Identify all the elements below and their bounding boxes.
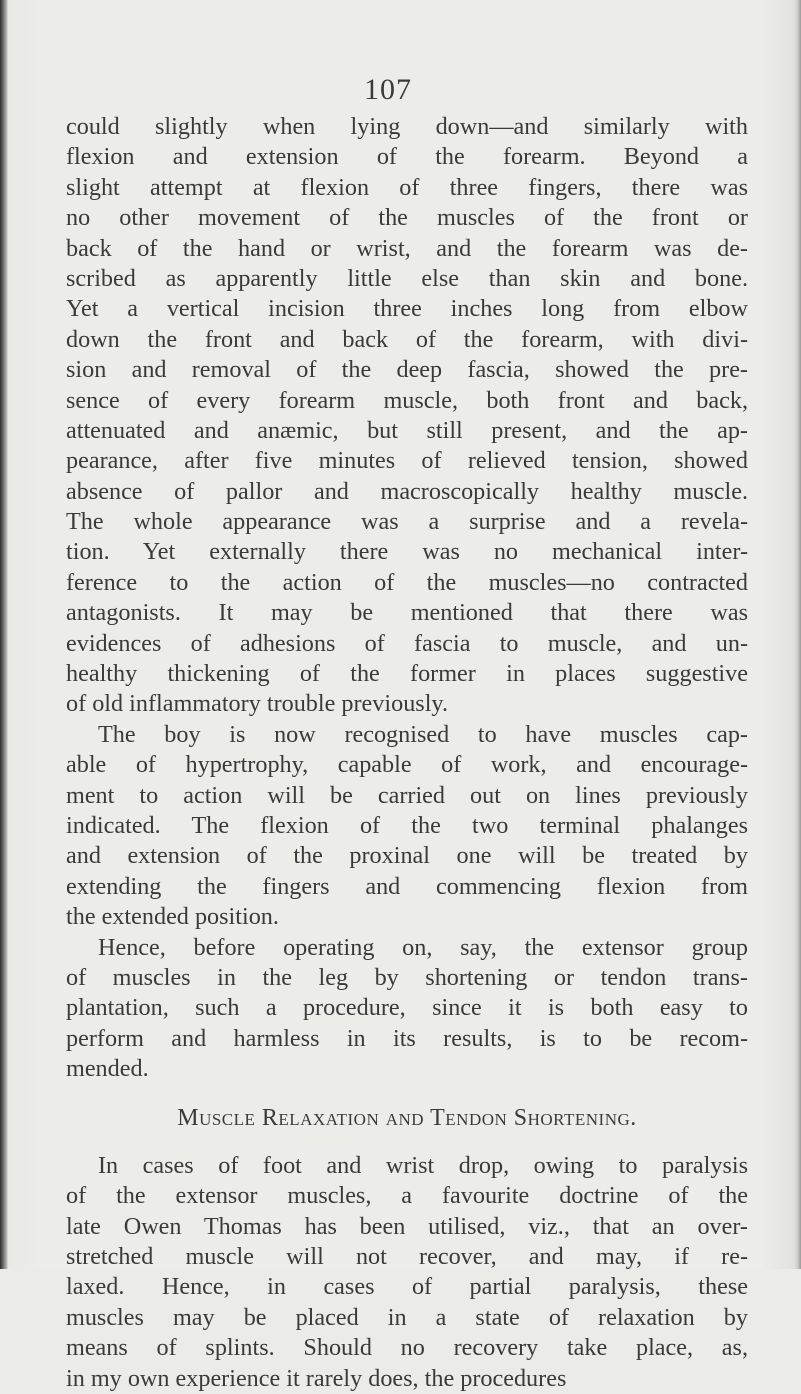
text-line: laxed. Hence, in cases of partial paralysis, these (66, 1273, 748, 1301)
page-spine-shadow (0, 0, 8, 1269)
body-text (66, 112, 748, 1394)
text-line: extending the fingers and commencing flexion from (66, 872, 748, 900)
text-line: Yet a vertical incision three inches long from elbow (66, 295, 748, 323)
text-line: perform and harmless in its results, is to be recom- (66, 1024, 748, 1052)
text-line: indicated. The flexion of the two terminal phalanges (66, 811, 748, 839)
text-line: ference to the action of the muscles—no contracted (66, 568, 748, 596)
text-line: pearance, after five minutes of relieved tension, showed (66, 447, 748, 475)
text-line: stretched muscle will not recover, and may, if re- (66, 1243, 748, 1271)
text-line: The whole appearance was a surprise and a revela- (66, 508, 748, 536)
page-edge-shadow (795, 0, 801, 1269)
text-line: down the front and back of the forearm, with divi- (66, 325, 748, 353)
text-line: sence of every forearm muscle, both front and back, (66, 386, 748, 414)
text-line: late Owen Thomas has been utilised, viz., that an over- (66, 1212, 748, 1240)
text-line: antagonists. It may be mentioned that there was (66, 599, 748, 627)
text-line: of the extensor muscles, a favourite doctrine of the (66, 1182, 748, 1210)
text-line: absence of pallor and macroscopically healthy muscle. (66, 477, 748, 505)
text-line: In cases of foot and wrist drop, owing to paralysis (98, 1151, 748, 1179)
text-line: plantation, such a procedure, since it is both easy to (66, 994, 748, 1022)
page-number: 107 (364, 73, 412, 106)
text-line: Hence, before operating on, say, the extensor group (98, 933, 748, 961)
text-line: ment to action will be carried out on lines previously (66, 781, 748, 809)
text-line: healthy thickening of the former in places suggestive (66, 660, 748, 688)
text-line: of old inflammatory trouble previously. (66, 690, 448, 718)
text-line: means of splints. Should no recovery take place, as, (66, 1334, 748, 1362)
text-line: mended. (66, 1055, 149, 1083)
text-line: of muscles in the leg by shortening or tendon trans- (66, 963, 748, 991)
text-line: attenuated and anæmic, but still present, and the ap- (66, 416, 748, 444)
text-line: scribed as apparently little else than skin and bone. (66, 264, 748, 292)
text-line: slight attempt at flexion of three fingers, there was (66, 173, 748, 201)
text-line: The boy is now recognised to have muscles cap- (98, 720, 748, 748)
text-line: and extension of the proxinal one will be treated by (66, 842, 748, 870)
text-line: flexion and extension of the forearm. Beyond a (66, 143, 748, 171)
text-line: back of the hand or wrist, and the forearm was de- (66, 234, 748, 262)
text-line: in my own experience it rarely does, the procedures (66, 1364, 567, 1392)
text-line: sion and removal of the deep fascia, showed the pre- (66, 356, 748, 384)
text-line: able of hypertrophy, capable of work, and encourage- (66, 751, 748, 779)
text-line: the extended position. (66, 903, 279, 931)
section-heading: Muscle Relaxation and Tendon Shortening. (177, 1104, 637, 1131)
text-line: muscles may be placed in a state of relaxation by (66, 1303, 748, 1331)
text-line: could slightly when lying down—and similarly with (66, 113, 748, 140)
text-line: no other movement of the muscles of the front or (66, 204, 748, 232)
text-line: tion. Yet externally there was no mechanical inter- (66, 538, 748, 566)
text-line: evidences of adhesions of fascia to muscle, and un- (66, 629, 748, 657)
